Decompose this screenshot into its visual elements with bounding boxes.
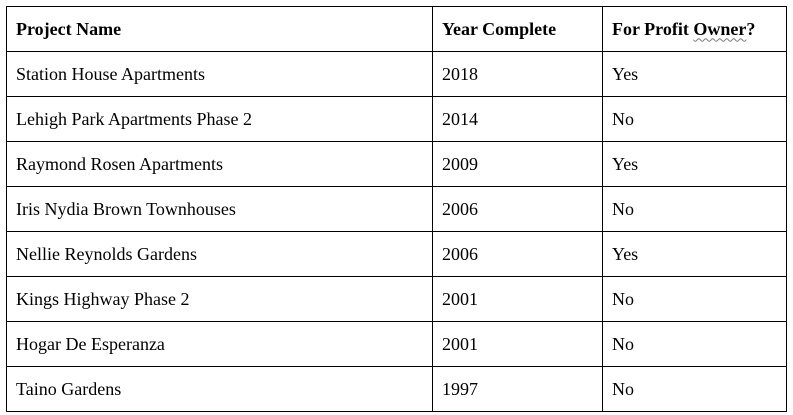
project-name-cell: Lehigh Park Apartments Phase 2: [7, 97, 433, 142]
project-name-cell: Hogar De Esperanza: [7, 322, 433, 367]
project-name-cell: Station House Apartments: [7, 52, 433, 97]
table-row: [7, 52, 787, 97]
spellcheck-flagged-word: Owner: [693, 18, 747, 39]
project-name-cell: Raymond Rosen Apartments: [7, 142, 433, 187]
header-for-profit-suffix: ?: [746, 18, 756, 39]
table-row: [7, 97, 787, 142]
for-profit-cell: Yes: [603, 232, 787, 277]
project-name-cell: Taino Gardens: [7, 367, 433, 412]
table-row: [7, 322, 787, 367]
table-row: [7, 187, 787, 232]
header-row: [7, 7, 787, 52]
for-profit-cell: No: [603, 97, 787, 142]
table-row: [7, 277, 787, 322]
header-project-name: Project Name: [7, 7, 433, 52]
year-complete-cell: 2018: [433, 52, 603, 97]
header-for-profit-prefix: For Profit: [612, 18, 694, 39]
table-row: [7, 367, 787, 412]
for-profit-cell: No: [603, 187, 787, 232]
projects-table: [6, 6, 787, 412]
project-name-cell: Kings Highway Phase 2: [7, 277, 433, 322]
table-row: [7, 232, 787, 277]
header-for-profit-owner: [603, 7, 787, 52]
year-complete-cell: 2001: [433, 322, 603, 367]
header-year-complete: Year Complete: [433, 7, 603, 52]
for-profit-cell: No: [603, 277, 787, 322]
table-row: [7, 142, 787, 187]
year-complete-cell: 2009: [433, 142, 603, 187]
project-name-cell: Nellie Reynolds Gardens: [7, 232, 433, 277]
for-profit-cell: No: [603, 322, 787, 367]
year-complete-cell: 2001: [433, 277, 603, 322]
project-name-cell: Iris Nydia Brown Townhouses: [7, 187, 433, 232]
year-complete-cell: 2006: [433, 232, 603, 277]
for-profit-cell: Yes: [603, 142, 787, 187]
year-complete-cell: 2014: [433, 97, 603, 142]
year-complete-cell: 1997: [433, 367, 603, 412]
for-profit-cell: No: [603, 367, 787, 412]
year-complete-cell: 2006: [433, 187, 603, 232]
for-profit-cell: Yes: [603, 52, 787, 97]
